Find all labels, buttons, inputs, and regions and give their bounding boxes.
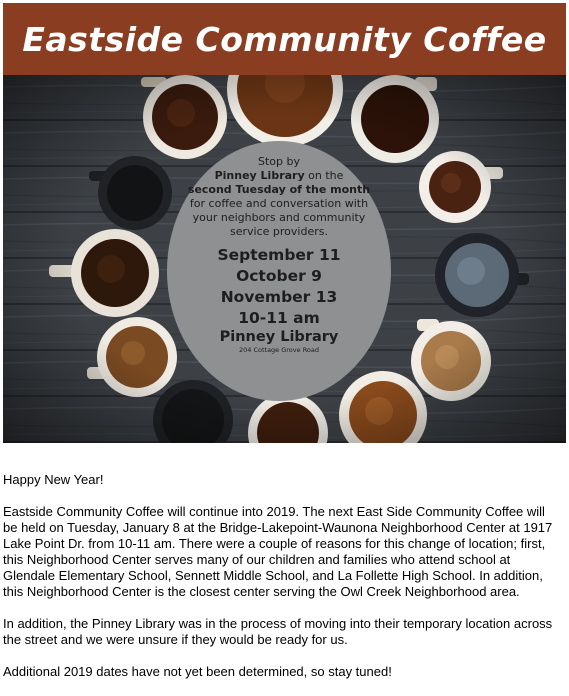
event-address: 204 Cottage Grove Road [238, 346, 320, 354]
text-line: this Neighborhood Center is the closest center serving the Owl Creek Neighborhood area. [3, 584, 520, 599]
text-line: the street and we were unsure if they would be ready for us. [3, 632, 348, 647]
intro-purpose-2: your neighbors and community [192, 211, 366, 224]
paragraph-future-dates: Additional 2019 dates have not yet been determined, so stay tuned! [3, 664, 392, 679]
event-flyer [3, 3, 566, 443]
text-line: In addition, the Pinney Library was in the process of moving into their temporary location across [3, 616, 553, 631]
event-info-disc [167, 141, 391, 401]
flyer-title: Eastside Community Coffee [22, 19, 547, 59]
event-time: 10-11 am [238, 309, 320, 327]
intro-schedule: second Tuesday of the month [187, 183, 371, 196]
text-line: Eastside Community Coffee will continue into 2019. The next East Side Community Coffee will [3, 504, 545, 519]
paragraph-schedule-change [3, 504, 568, 600]
intro-purpose-3: service providers. [230, 225, 328, 238]
event-date: November 13 [220, 288, 338, 306]
intro-library-name: Pinney Library [214, 169, 305, 182]
newsletter-message [3, 472, 568, 696]
flyer-banner [3, 3, 566, 75]
paragraph-library-move [3, 616, 568, 648]
text-line: Lake Point Dr. from 10-11 am. There were a couple of reasons for this change of location; first, [3, 536, 546, 551]
intro-purpose-1: for coffee and conversation with [189, 197, 369, 210]
intro-location-line [177, 169, 381, 183]
text-line: be held on Tuesday, January 8 at the Bridge-Lakepoint-Waunona Neighborhood Center at 1917 [3, 520, 553, 535]
event-date: September 11 [217, 246, 341, 264]
intro-stop-by: Stop by [258, 155, 300, 168]
intro-on-the: on the [304, 169, 344, 182]
event-venue: Pinney Library [219, 329, 339, 345]
event-date: October 9 [236, 267, 322, 285]
greeting: Happy New Year! [3, 472, 104, 487]
text-line: Glendale Elementary School, Sennett Middle School, and La Follette High School. In addition, [3, 568, 543, 583]
text-line: this Neighborhood Center serves many of our children and families who attend school at [3, 552, 511, 567]
